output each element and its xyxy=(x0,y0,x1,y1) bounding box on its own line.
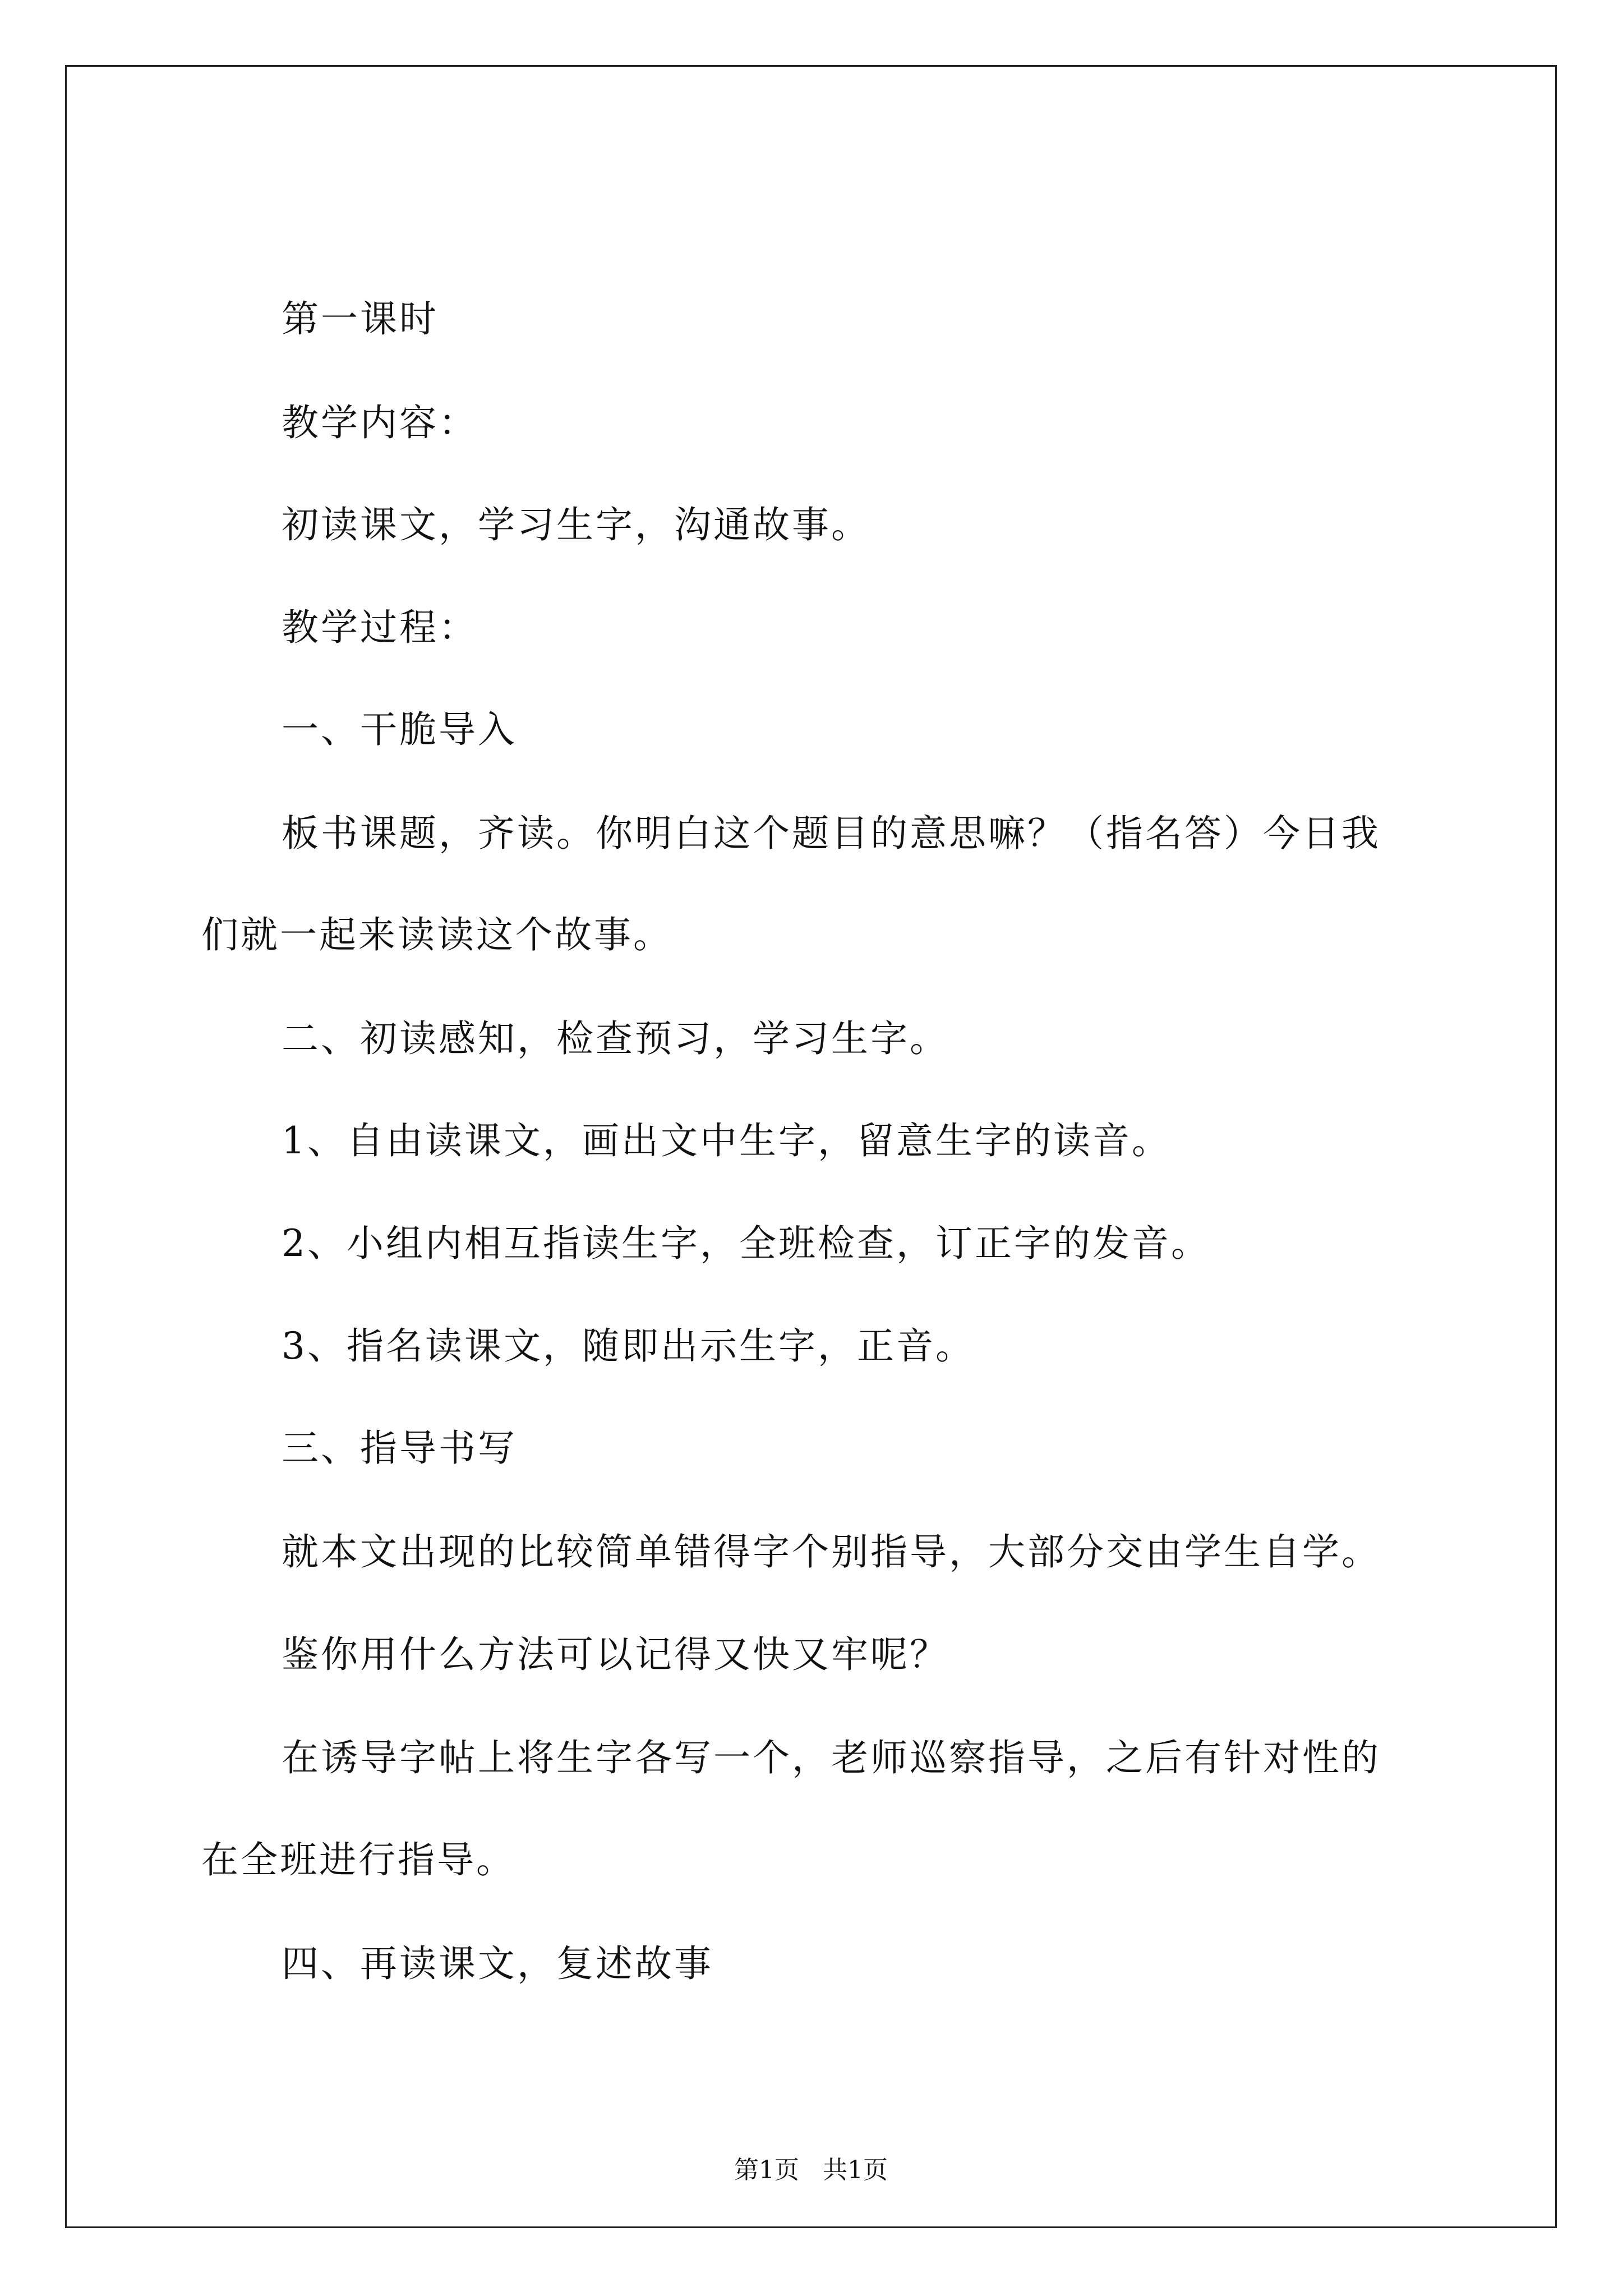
list-item-2: 2、小组内相互指读生字，全班检查，订正字的发音。 xyxy=(282,1222,1210,1265)
section-heading-1: 一、干脆导入 xyxy=(282,708,517,751)
paragraph-practice-line-1: 在诱导字帖上将生字各写一个，老师巡察指导，之后有针对性的 xyxy=(282,1736,1381,1779)
paragraph-teaching-process-heading: 教学过程： xyxy=(282,606,478,649)
document-body xyxy=(67,67,1555,2226)
paragraph-intro-line-2: 们就一起来读读这个故事。 xyxy=(201,913,672,956)
list-item-1: 1、自由读课文，画出文中生字，留意生字的读音。 xyxy=(282,1119,1171,1162)
paragraph-intro-line-1: 板书课题，齐读。你明白这个题目的意思嘛？（指名答）今日我 xyxy=(282,812,1381,855)
paragraph-memory-question: 鉴你用什么方法可以记得又快又牢呢？ xyxy=(282,1633,949,1676)
page-frame xyxy=(65,65,1557,2228)
section-heading-2: 二、初读感知，检查预习，学习生字。 xyxy=(282,1017,949,1060)
page-footer: 第1页 共1页 xyxy=(734,2156,888,2184)
list-item-3: 3、指名读课文，随即出示生字，正音。 xyxy=(282,1324,975,1368)
paragraph-lesson-title: 第一课时 xyxy=(282,297,439,341)
paragraph-practice-line-2: 在全班进行指导。 xyxy=(201,1838,515,1881)
section-heading-3: 三、指导书写 xyxy=(282,1427,517,1470)
paragraph-writing-guidance: 就本文出现的比较简单错得字个别指导，大部分交由学生自学。 xyxy=(282,1530,1381,1573)
section-heading-4: 四、再读课文，复述故事 xyxy=(282,1942,713,1985)
paragraph-teaching-content: 初读课文，学习生字，沟通故事。 xyxy=(282,503,870,546)
paragraph-teaching-content-heading: 教学内容： xyxy=(282,401,478,444)
